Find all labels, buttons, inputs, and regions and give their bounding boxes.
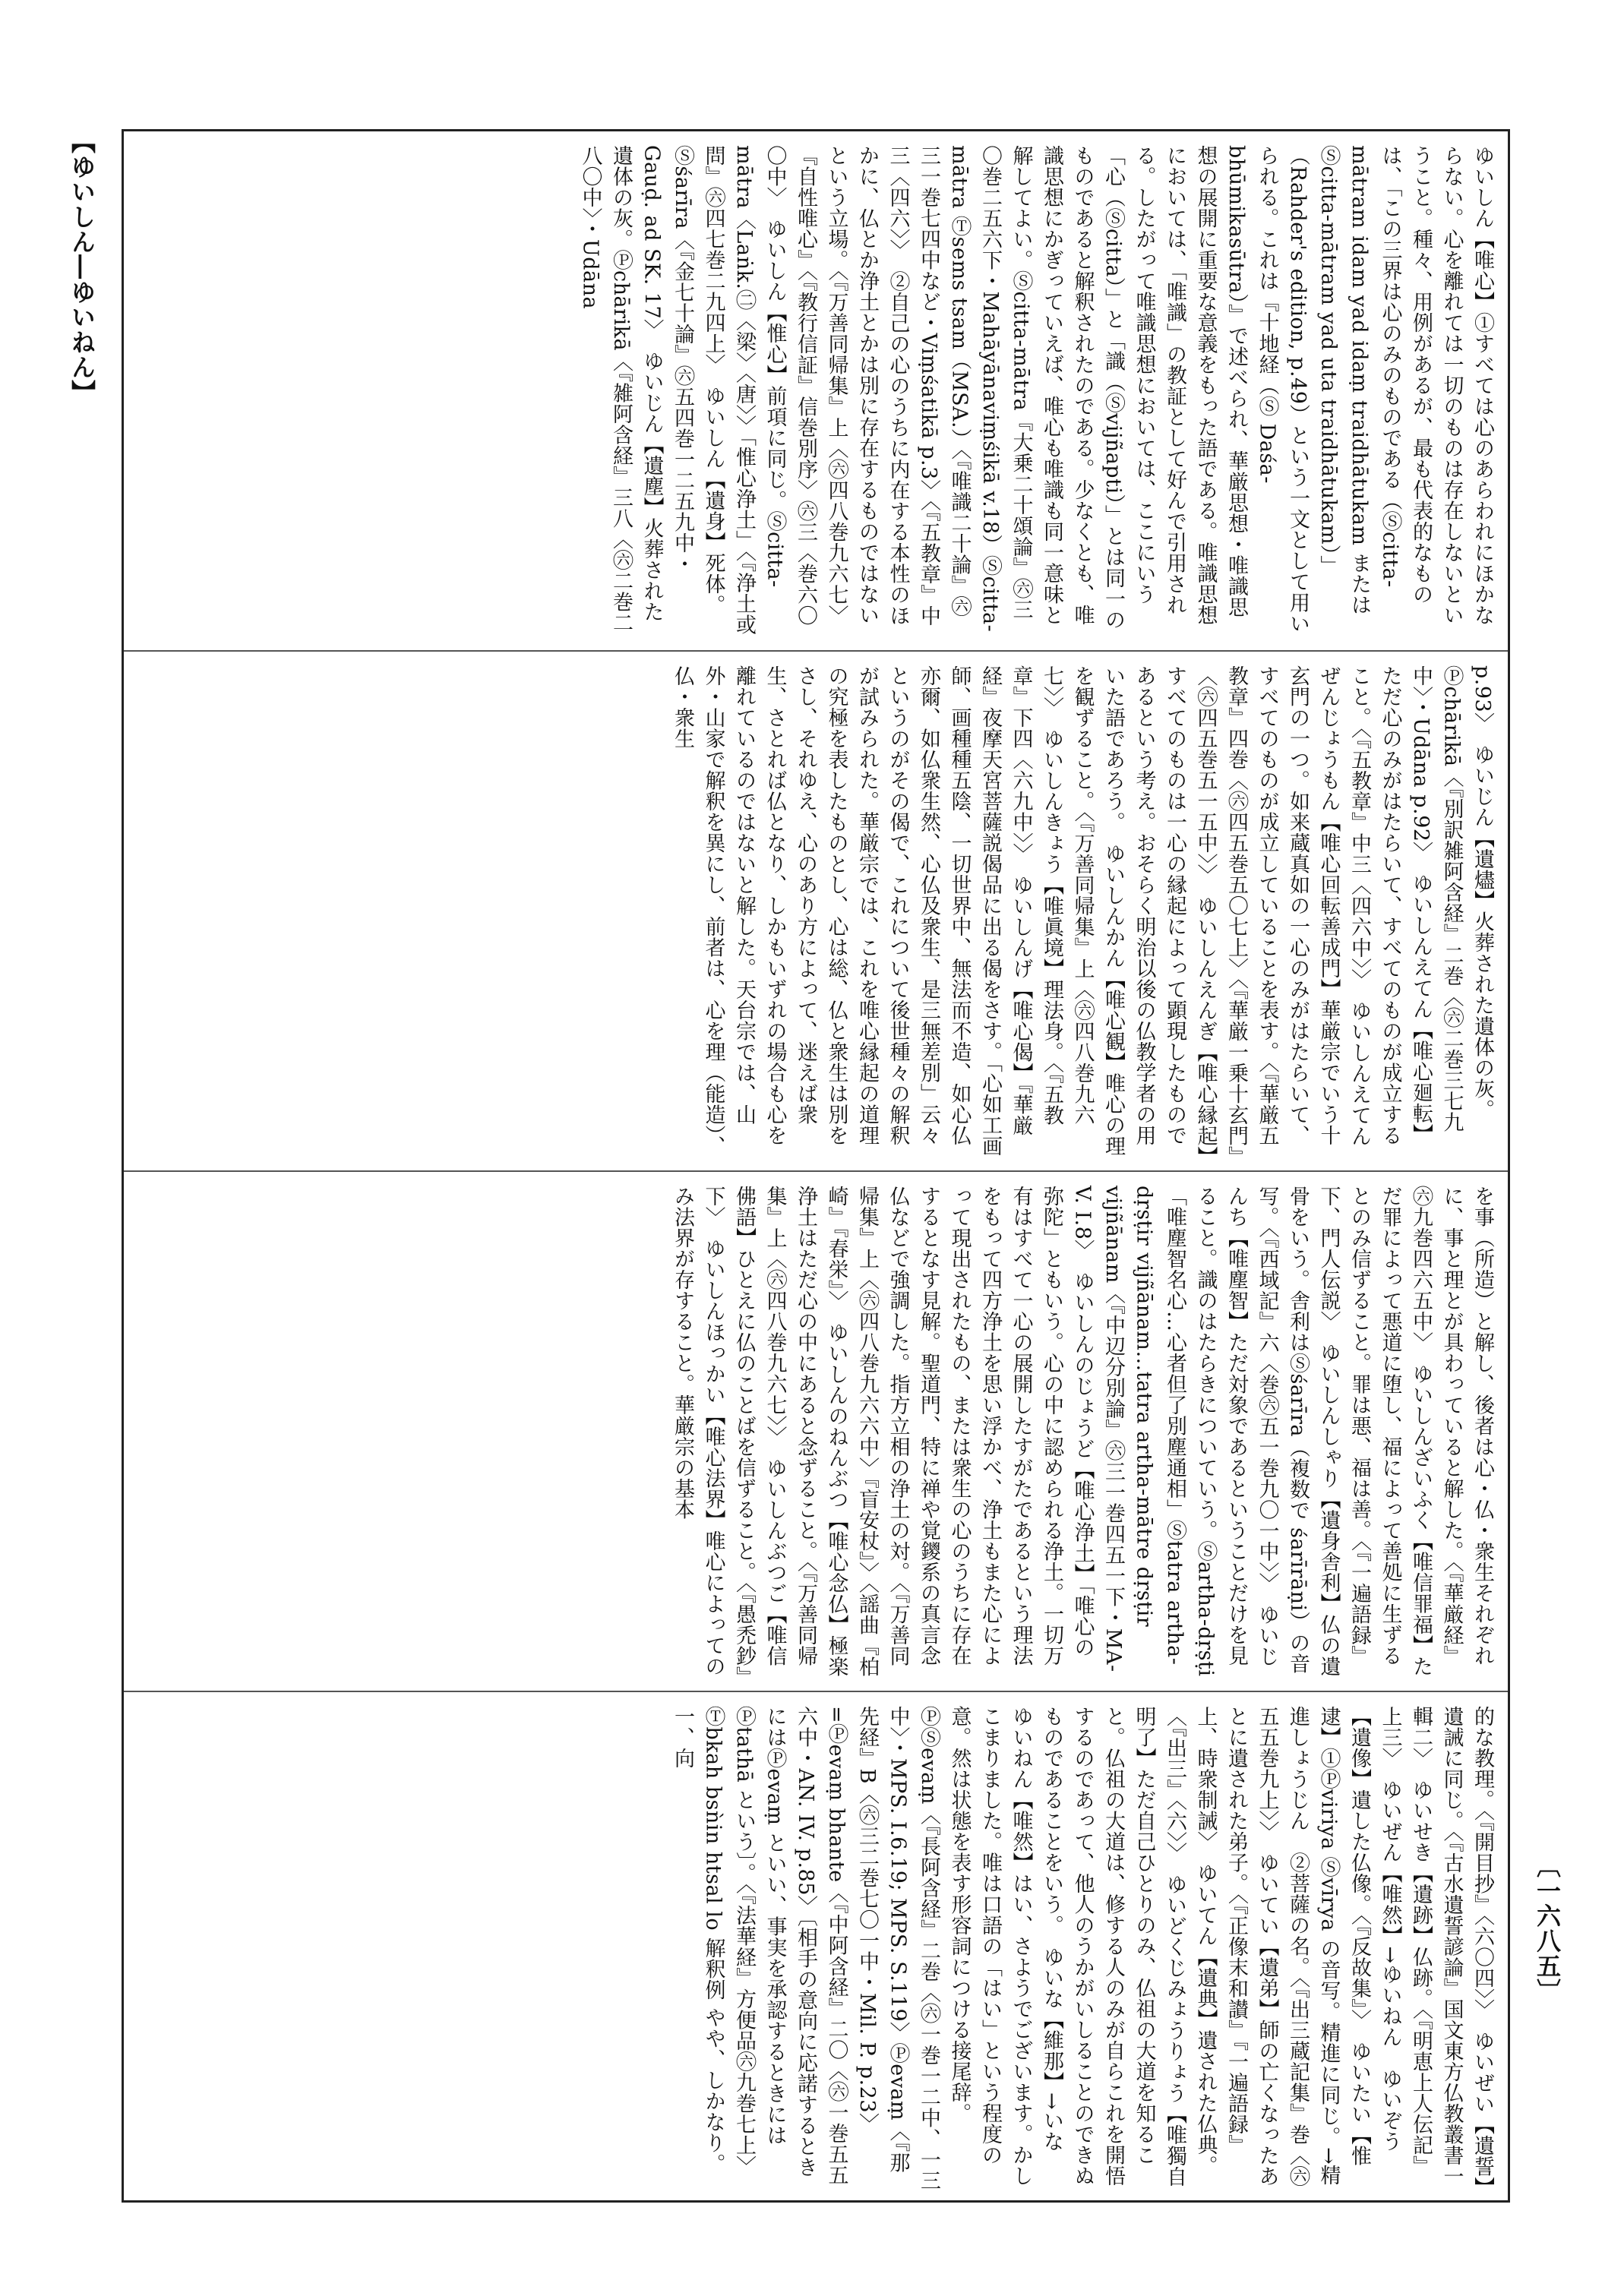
- tier-3: [124, 1172, 1508, 1692]
- dictionary-page: [122, 129, 1510, 2203]
- tier-4-text: 的な教理。〈『開目抄』〈六〇四〉〉 ゆいぜい【遺誓】遺誡に同じ。〈『古水遺誓諺論』国文東方仏教叢書一輯二〉 ゆいせき【遺跡】仏跡。〈『明恵上人伝記』上三〉 ゆいぜん【唯然】→ゆいねん ゆいぞう【遺像】遺した仏像。〈『反故集』〉 ゆいたい【惟逮】①Ⓟviriya Ⓢvīrya の音写。精進に同じ。→精進しょうじん ②菩薩の名。〈『出三蔵記集』巻〈㊅五五巻九上〉〉 ゆいてい【遺弟】師の亡くなったあとに遺された弟子。〈『正像末和讃』『一遍語録』上、時衆制誡〉 ゆいてん【遺典】遺された仏典。〈『出三』〈六〉〉 ゆいどくじみょうりょう【唯獨自明了】ただ自己ひとりのみ、仏祖の大道を知ること。仏祖の大道は、修する人のみが自らこれを開悟するのであって、他人のうかがいしることのできぬものであることをいう。 ゆいな【維那】→いな ゆいねん【唯然】はい、さようでございます。かしこまりました。唯は口語の「はい」という程度の意。然は状態を表す形容詞につける接尾辞。ⓅⓈevaṃ〈『長阿含経』二巻〈㊅一巻一二中、一三中〉・MPS. I.6.19; MPS. S.119〉Ⓟevaṃ〈『那先経』B〈㊅三二巻七〇一中・Mil. P. p.23〉=Ⓟevaṃ bhante〈『中阿含経』二〇〈㊅一巻五五六中・AN. IV. p.85〉〔相手の意向に応諾するときにはⓅevaṃ といい、事実を承認するときにはⓅtathā という〕。〈『法華経』方便品㊅九巻七上〉Ⓣbkah bsǹin htsal lo 解釈例 やや、しかなり。一、向: [671, 1706, 1494, 2191]
- page-number: 〔一六八五〕: [1533, 1853, 1562, 2004]
- tier-4: [124, 1692, 1508, 2205]
- tier-2: [124, 652, 1508, 1172]
- running-head: 【ゆいしん―ゆいねん】: [68, 129, 96, 405]
- tier-3-text: を事（所造）と解し、後者は心・仏・衆生それぞれに、事と理とが具わっていると解した。〈『華厳経』㊅九巻四六五中〉 ゆいしんざいふく【唯信罪福】ただ罪によって悪道に堕し、福によって善処に生ずるとのみ信ずること。罪は悪、福は善。〈『一遍語録』下、門人伝説〉 ゆいしんしゃり【遺身舎利】仏の遺骨をいう。舎利はⓈśarīra（複数で śarīrāṇi）の音写。〈『西域記』六〈巻㊅五一巻九〇一中〉〉 ゆいじんち【唯塵智】ただ対象であるということだけを見ること。識のはたらきについていう。Ⓢartha-dṛṣṭi「唯塵智名心…心者但了別塵通相」Ⓢtatra artha-dṛṣṭir vijñānam…tatra artha-mātre dṛṣṭir vijñānam〈『中辺分別論』㊅三一巻四五一下・MA-V. I.8〉 ゆいしんのじょうど【唯心浄土】「唯心の弥陀」ともいう。心の中に認められる浄土。一切万有はすべて一心の展開したすがたであるという理法をもって四方浄土を思い浮かべ、浄土もまた心によって現出されたもの、または衆生の心のうちに存在するとなす見解。聖道門、特に禅や覚鑁系の真言念仏などで強調した。指方立相の浄土の対。〈『万善同帰集』上〈㊅四八巻九六六中〉『盲安杖』〉〈謡曲『柏崎』『春栄』〉 ゆいしんのねんぶつ【唯心念仏】極楽浄土はただ心の中にあると念ずること。〈『万善同帰集』上〈㊅四八巻九六七〉〉 ゆいしんぶつご【唯信佛語】ひとえに仏のことばを信ずること。〈『愚禿鈔』下〉 ゆいしんほっかい【唯心法界】唯心によってのみ法界が存すること。華厳宗の基本: [671, 1186, 1494, 1677]
- tier-1: [124, 131, 1508, 652]
- tier-2-text: p.93〉 ゆいじん【遺燼】火葬された遺体の灰。Ⓟchārikā〈『別訳雑阿含経』二巻〈㊅二巻三七九中〉・Udāna p.92〉 ゆいしんえてん【唯心廻転】ただ心のみがはたらいて、すべてのものが成立すること。〈『五教章』中三〈四六中〉〉 ゆいしんえてんぜんじょうもん【唯心回転善成門】華厳宗でいう十玄門の一つ。如来蔵真如の一心のみがはたらいて、すべてのものが成立していることを表す。〈『華厳五教章』四巻〈㊅四五巻五〇七上〉〈『華厳一乗十玄門』〈㊅四五巻五一五中〉〉 ゆいしんえんぎ【唯心縁起】すべてのものは一心の縁起によって顕現したものであるという考え。おそらく明治以後の仏教学者の用いた語であろう。 ゆいしんかん【唯心観】唯心の理を観ずること。〈『万善同帰集』上〈㊅四八巻九六七〉〉 ゆいしんきょう【唯眞境】理法身。〈『五教章』下四〈六九中〉〉 ゆいしんげ【唯心偈】『華厳経』夜摩天宮菩薩説偈品に出る偈をさす。「心如工画師、画種種五陰、一切世界中、無法而不造、如心仏亦爾、如仏衆生然、心仏及衆生、是三無差別」云々というのがその偈で、これについて後世種々の解釈が試みられた。華厳宗では、これを唯心縁起の道理の究極を表したものとし、心は総、仏と衆生は別をさし、それゆえ、心のあり方によって、迷えば衆生、さとれば仏となり、しかもいずれの場合も心を離れているのではないと解した。天台宗では、山外・山家で解釈を異にし、前者は、心を理（能造）、仏・衆生: [671, 665, 1494, 1157]
- tier-1-text: ゆいしん【唯心】①すべては心のあらわれにほかならない。心を離れては一切のものは存在しないということ。種々、用例があるが、最も代表的なものは、「この三界は心のみのものである（Ⓢcitta-mātram idam yad idaṃ traidhātukam または Ⓢcitta-mātram yad uta traidhātukam）」（Rahder's edition, p.49）という一文として用いられる。これは『十地経（Ⓢ Daśa-bhūmikasūtra）』で述べられ、華厳思想・唯識思想の展開に重要な意義をもった語である。唯識思想においては、「唯識」の教証として好んで引用される。したがって唯識思想においては、ここにいう「心（Ⓢcitta）」と「識（Ⓢvijñapti）」とは同一のものであると解釈されたのである。少なくとも、唯識思想にかぎっていえば、唯心も唯識も同一意味と解してよい。Ⓢcitta-mātra『大乗二十頌論』㊅三〇巻二五六下・Mahāyānaviṃśikā v.18）Ⓢcitta-mātra Ⓣsems tsam（MSA.）〈『唯識二十論』㊅三一巻七四中など・Viṃśatikā p.3〉〈『五教章』中三〈四六〉〉 ②自己の心のうちに内在する本性のほかに、仏とか浄土とかは別に存在するものではないという立場。〈『万善同帰集』上〈㊅四八巻九六七〉『自性唯心』〈『教行信証』信巻別序〉㊅三〈巻六〇〇中〉 ゆいしん【惟心】前項に同じ。Ⓢcitta-mātra〈Laṅk.㊁〈梁〉〈唐〉〉「惟心浄土」〈『浄土或問』㊅四七巻二九四上〉 ゆいしん【遺身】死体。Ⓢśarīra〈『金七十論』㊅五四巻一二五九中・Gauḍ. ad SK. 17〉 ゆいじん【遺塵】火葬された遺体の灰。Ⓟchārikā〈『雑阿含経』三八〈㊅二巻二八〇中〉・Udāna: [578, 145, 1494, 636]
